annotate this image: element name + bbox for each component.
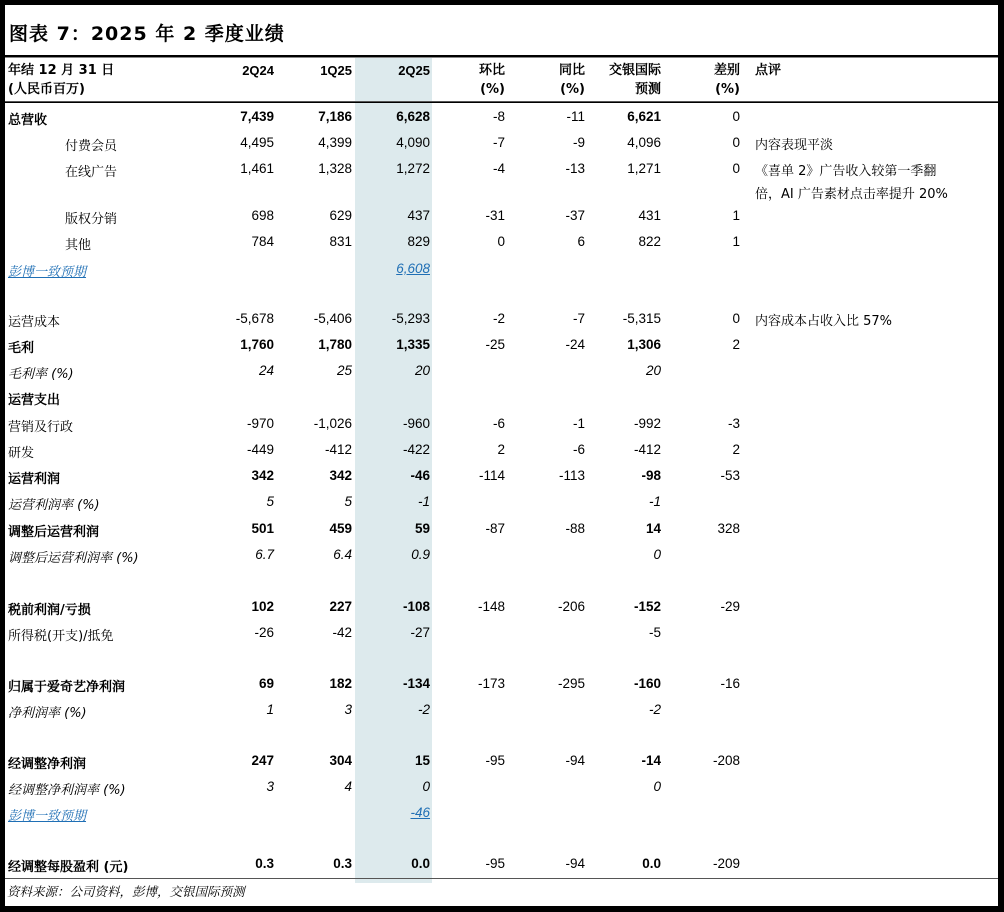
header-year-end: 年结 12 月 31 日 — [8, 63, 115, 78]
cell-value: 0.3 — [333, 856, 352, 871]
cell-value: -27 — [410, 625, 430, 640]
cell-value: 501 — [251, 521, 274, 536]
cell-value: 5 — [344, 494, 352, 509]
row-label: 经调整净利润 — [8, 757, 87, 772]
row-label: 毛利 — [8, 341, 35, 356]
cell-value: 15 — [414, 753, 430, 768]
cell-value: 0 — [497, 234, 505, 249]
cell-value: 2 — [497, 442, 505, 457]
header-1q25: 1Q25 — [320, 63, 352, 78]
cell-value: -2 — [648, 702, 661, 717]
cell-value: -206 — [557, 599, 585, 614]
cell-value: 1,272 — [396, 161, 430, 176]
row-label: 营销及行政 — [8, 420, 74, 435]
cell-value: 0.3 — [255, 856, 274, 871]
row-label: 经调整净利润率 (%) — [8, 783, 126, 798]
cell-value: -94 — [565, 753, 585, 768]
header-boc-forecast: 交银国际 预测 — [608, 63, 661, 97]
cell-value: -6 — [492, 416, 505, 431]
header-label — [8, 61, 114, 99]
row-label: 所得税(开支)/抵免 — [8, 629, 114, 644]
table-row — [5, 132, 998, 158]
top-rule — [5, 55, 998, 58]
cell-value: 6 — [577, 234, 585, 249]
cell-value: 102 — [251, 599, 274, 614]
cell-value: 1,328 — [318, 161, 352, 176]
cell-value: 7,186 — [318, 109, 352, 124]
cell-value: 20 — [645, 363, 661, 378]
cell-value: 0.9 — [411, 547, 430, 562]
table-row — [5, 853, 998, 879]
cell-value: 829 — [407, 234, 430, 249]
cell-value: -5,293 — [391, 311, 430, 326]
row-label: 在线广告 — [65, 165, 118, 180]
report-page — [5, 5, 998, 906]
cell-value: -134 — [402, 676, 430, 691]
cell-value: -992 — [633, 416, 661, 431]
source-note: 资料来源：公司资料，彭博，交银国际预测 — [7, 884, 245, 899]
cell-value: 0 — [732, 311, 740, 326]
cell-value: 2 — [732, 337, 740, 352]
cell-value: -6 — [572, 442, 585, 457]
table-row — [5, 776, 998, 802]
row-label: 经调整每股盈利 (元) — [8, 860, 129, 875]
cell-value: 247 — [251, 753, 274, 768]
header-unit: (人民币百万) — [8, 82, 85, 97]
cell-value: 4,096 — [627, 135, 661, 150]
table-row — [5, 205, 998, 231]
cell-value: -173 — [477, 676, 505, 691]
cell-value: -422 — [402, 442, 430, 457]
row-label: 运营支出 — [8, 393, 61, 408]
row-label: 运营利润 — [8, 472, 61, 487]
row-label: 归属于爱奇艺净利润 — [8, 680, 126, 695]
cell-value: -209 — [712, 856, 740, 871]
row-label[interactable]: 彭博一致预期 — [8, 265, 87, 280]
cell-value: -5,315 — [622, 311, 661, 326]
cell-value: 2 — [732, 442, 740, 457]
cell-value: 1,780 — [318, 337, 352, 352]
cell-value: 6.4 — [333, 547, 352, 562]
cell-value: 4,090 — [396, 135, 430, 150]
cell-value: -412 — [633, 442, 661, 457]
cell-value: 3 — [344, 702, 352, 717]
cell-value: -114 — [478, 468, 505, 483]
cell-value: -4 — [492, 161, 505, 176]
cell-value: -960 — [402, 416, 430, 431]
cell-value: 459 — [329, 521, 352, 536]
cell-value: 227 — [329, 599, 352, 614]
header-2q25: 2Q25 — [398, 63, 430, 78]
cell-value: 437 — [407, 208, 430, 223]
table-row — [5, 231, 998, 257]
bottom-rule — [5, 878, 998, 879]
cell-value: 3 — [266, 779, 274, 794]
cell-value: -25 — [485, 337, 505, 352]
cell-value: -7 — [492, 135, 505, 150]
table-row — [5, 386, 998, 412]
cell-value: 629 — [329, 208, 352, 223]
table-row — [5, 491, 998, 517]
cell-value: 698 — [251, 208, 274, 223]
cell-value: -108 — [402, 599, 430, 614]
cell-value: 0 — [732, 109, 740, 124]
table-row — [5, 308, 998, 334]
row-label: 付费会员 — [65, 139, 118, 154]
table-row — [5, 158, 998, 202]
cell-value: -37 — [565, 208, 585, 223]
cell-value: -87 — [485, 521, 505, 536]
cell-value: 831 — [329, 234, 352, 249]
cell-value: 0 — [653, 547, 661, 562]
row-label: 其他 — [65, 238, 92, 253]
table-row — [5, 465, 998, 491]
cell-value: -9 — [572, 135, 585, 150]
cell-value: 1,461 — [240, 161, 274, 176]
cell-value: -2 — [417, 702, 430, 717]
table-row — [5, 802, 998, 828]
cell-value: 1,760 — [240, 337, 274, 352]
cell-value: -970 — [246, 416, 274, 431]
cell-value: 182 — [329, 676, 352, 691]
cell-value: 342 — [329, 468, 352, 483]
cell-value: 328 — [717, 521, 740, 536]
cell-value: 0 — [732, 161, 740, 176]
cell-value: 24 — [258, 363, 274, 378]
cell-value: 822 — [638, 234, 661, 249]
row-label: 净利润率 (%) — [8, 706, 87, 721]
cell-value: -2 — [492, 311, 505, 326]
cell-value: -412 — [324, 442, 352, 457]
header-qoq: 环比 (%) — [478, 63, 505, 97]
cell-value: -5 — [648, 625, 661, 640]
table-row — [5, 518, 998, 544]
cell-value: 304 — [329, 753, 352, 768]
cell-value: -14 — [641, 753, 661, 768]
cell-value: 784 — [251, 234, 274, 249]
cell-value: 6.7 — [255, 547, 274, 562]
cell-value: -26 — [254, 625, 274, 640]
header-diff: 差别 (%) — [713, 63, 740, 97]
row-label: 总营收 — [8, 113, 48, 128]
cell-value[interactable]: 6,608 — [396, 261, 430, 276]
row-comment: 内容成本占收入比 57% — [755, 314, 893, 329]
row-label[interactable]: 彭博一致预期 — [8, 809, 87, 824]
row-label: 税前利润/亏损 — [8, 603, 91, 618]
cell-value: -295 — [557, 676, 585, 691]
cell-value: -152 — [633, 599, 661, 614]
cell-value: 14 — [645, 521, 661, 536]
header-2q24: 2Q24 — [242, 63, 274, 78]
cell-value: -42 — [332, 625, 352, 640]
cell-value: -1 — [572, 416, 585, 431]
cell-value: -1 — [648, 494, 661, 509]
cell-value: 20 — [414, 363, 430, 378]
cell-value: 431 — [638, 208, 661, 223]
row-label: 调整后运营利润率 (%) — [8, 551, 139, 566]
cell-value: -31 — [485, 208, 505, 223]
cell-value: 4 — [344, 779, 352, 794]
cell-value: 1 — [732, 208, 740, 223]
cell-value: -98 — [641, 468, 661, 483]
table-row — [5, 258, 998, 284]
cell-value: -88 — [565, 521, 585, 536]
cell-value: 25 — [336, 363, 352, 378]
cell-value: 1,271 — [627, 161, 661, 176]
cell-value: 0 — [653, 779, 661, 794]
cell-value: -1,026 — [313, 416, 352, 431]
cell-value: -5,678 — [235, 311, 274, 326]
cell-value: -160 — [633, 676, 661, 691]
cell-value: 5 — [266, 494, 274, 509]
row-label: 运营成本 — [8, 315, 61, 330]
cell-value: 7,439 — [240, 109, 274, 124]
table-row — [5, 673, 998, 699]
cell-value: -95 — [485, 856, 505, 871]
cell-value: -113 — [558, 468, 585, 483]
cell-value: -8 — [492, 109, 505, 124]
row-label: 运营利润率 (%) — [8, 498, 100, 513]
figure-title: 图表 7：2025 年 2 季度业绩 — [9, 23, 285, 45]
cell-value: -11 — [566, 109, 585, 124]
cell-value: 4,399 — [318, 135, 352, 150]
table-row — [5, 439, 998, 465]
header-comment: 点评 — [755, 63, 782, 78]
table-row — [5, 544, 998, 570]
cell-value: -94 — [565, 856, 585, 871]
table-row — [5, 750, 998, 776]
cell-value: 59 — [414, 521, 430, 536]
cell-value: -449 — [246, 442, 274, 457]
table-row — [5, 360, 998, 386]
cell-value: 6,628 — [396, 109, 430, 124]
row-label: 毛利率 (%) — [8, 367, 74, 382]
cell-value: -7 — [572, 311, 585, 326]
cell-value: 69 — [258, 676, 274, 691]
row-label: 版权分销 — [65, 212, 118, 227]
cell-value: -95 — [485, 753, 505, 768]
table-row — [5, 334, 998, 360]
cell-value: -208 — [712, 753, 740, 768]
cell-value: -29 — [720, 599, 740, 614]
table-row — [5, 106, 998, 132]
header-rule — [5, 101, 998, 103]
table-row — [5, 622, 998, 648]
row-label: 研发 — [8, 446, 35, 461]
cell-value: 0.0 — [411, 856, 430, 871]
cell-value: 1 — [732, 234, 740, 249]
cell-value: 0 — [422, 779, 430, 794]
cell-value: -46 — [410, 468, 430, 483]
cell-value: -1 — [417, 494, 430, 509]
cell-value: 4,495 — [240, 135, 274, 150]
cell-value: -16 — [720, 676, 740, 691]
cell-value: 0 — [732, 135, 740, 150]
cell-value: 342 — [251, 468, 274, 483]
cell-value: 6,621 — [627, 109, 661, 124]
cell-value: -3 — [727, 416, 740, 431]
row-label: 调整后运营利润 — [8, 525, 100, 540]
cell-value: -13 — [565, 161, 585, 176]
cell-value: -5,406 — [313, 311, 352, 326]
cell-value: 1,335 — [396, 337, 430, 352]
row-comment: 《喜单 2》广告收入较第一季翻 倍，AI 广告素材点击率提升 20% — [755, 164, 948, 202]
cell-value: -24 — [565, 337, 585, 352]
cell-value: -53 — [720, 468, 740, 483]
table-row — [5, 699, 998, 725]
cell-value: -148 — [477, 599, 505, 614]
row-comment: 内容表现平淡 — [755, 138, 834, 153]
cell-value: 1 — [266, 702, 274, 717]
cell-value: 1,306 — [627, 337, 661, 352]
table-row — [5, 596, 998, 622]
table-row — [5, 413, 998, 439]
header-yoy: 同比 (%) — [558, 63, 585, 97]
cell-value[interactable]: -46 — [410, 805, 430, 820]
cell-value: 0.0 — [642, 856, 661, 871]
